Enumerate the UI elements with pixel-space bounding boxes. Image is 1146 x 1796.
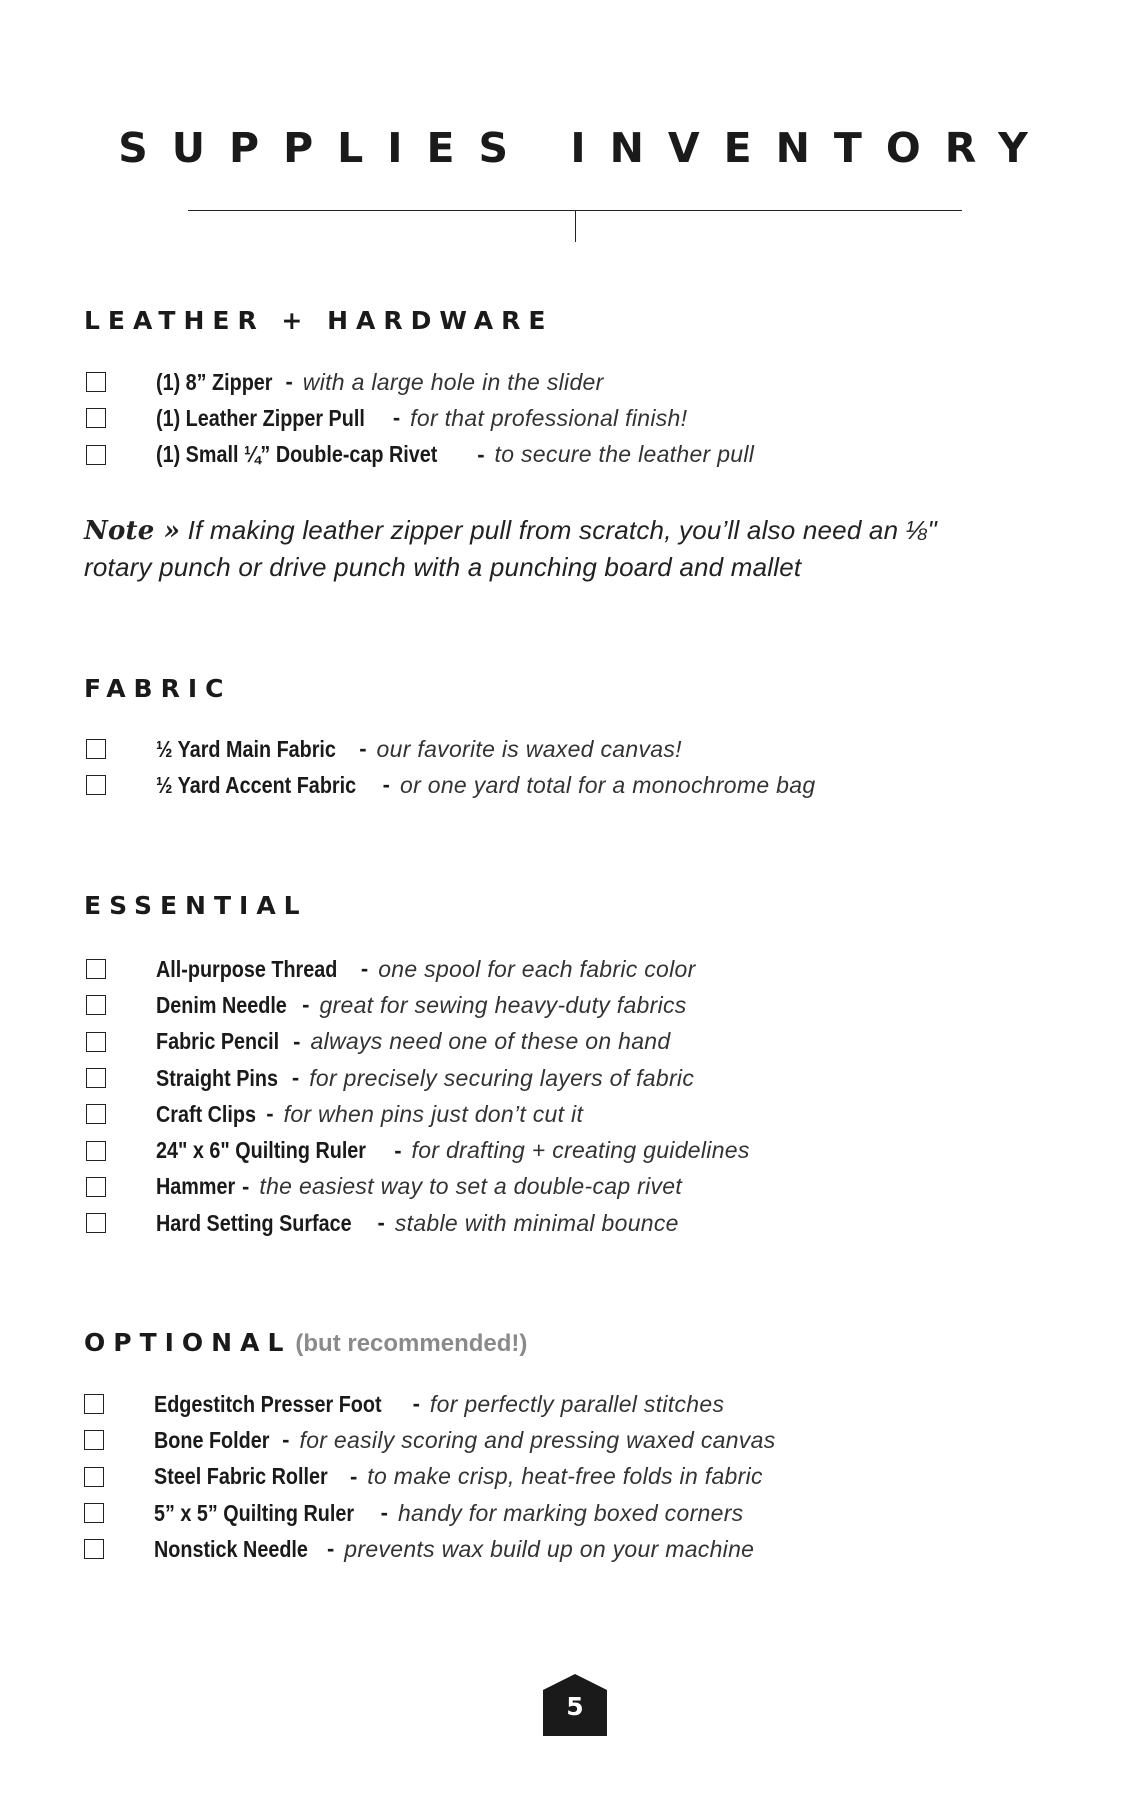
list-item xyxy=(86,1169,750,1205)
list-item xyxy=(84,1459,776,1495)
section-title-optional: OPTIONAL (but recommended!) xyxy=(84,1328,528,1357)
item-description: prevents wax build up on your machine xyxy=(344,1535,755,1562)
note-label: Note » xyxy=(84,516,181,546)
checkbox[interactable] xyxy=(86,1032,106,1052)
checkbox[interactable] xyxy=(86,1177,106,1197)
list-item xyxy=(86,1096,750,1132)
item-separator: - xyxy=(477,441,485,467)
item-name: (1) Leather Zipper Pull xyxy=(156,404,365,431)
item-name: ½ Yard Accent Fabric xyxy=(156,771,357,798)
checkbox[interactable] xyxy=(84,1467,104,1487)
list-item xyxy=(86,987,750,1023)
item-description: for perfectly parallel stitches xyxy=(429,1390,725,1417)
list-item xyxy=(86,731,815,767)
item-name: Craft Clips xyxy=(156,1100,257,1127)
item-separator: - xyxy=(293,1028,301,1054)
item-description: for when pins just don’t cut it xyxy=(283,1100,584,1127)
list-item xyxy=(86,951,750,987)
item-name: Denim Needle xyxy=(156,991,287,1018)
list-item xyxy=(86,364,754,400)
item-description: for that professional finish! xyxy=(410,404,688,431)
checkbox[interactable] xyxy=(86,408,106,428)
item-description: one spool for each fabric color xyxy=(378,955,696,982)
item-name: Hard Setting Surface xyxy=(156,1209,352,1236)
item-separator: - xyxy=(380,1500,388,1526)
item-description: or one yard total for a monochrome bag xyxy=(400,771,816,798)
checkbox[interactable] xyxy=(86,372,106,392)
item-description: stable with minimal bounce xyxy=(394,1209,679,1236)
item-name: Nonstick Needle xyxy=(154,1535,308,1562)
item-separator: - xyxy=(302,992,310,1018)
item-name: (1) Small ¼” Double-cap Rivet xyxy=(156,441,438,468)
item-separator: - xyxy=(412,1391,420,1417)
item-name: (1) 8” Zipper xyxy=(156,368,273,395)
optional-list xyxy=(84,1386,776,1567)
list-item xyxy=(84,1422,776,1458)
checkbox[interactable] xyxy=(86,1213,106,1233)
item-separator: - xyxy=(382,772,390,798)
item-separator: - xyxy=(266,1101,274,1127)
checkbox[interactable] xyxy=(84,1539,104,1559)
item-separator: - xyxy=(359,736,367,762)
item-name: Steel Fabric Roller xyxy=(154,1463,328,1490)
item-description: for drafting + creating guidelines xyxy=(411,1137,750,1164)
checkbox[interactable] xyxy=(86,739,106,759)
list-item xyxy=(84,1386,776,1422)
list-item xyxy=(86,767,815,803)
item-separator: - xyxy=(360,956,369,982)
item-description: with a large hole in the slider xyxy=(302,368,604,395)
checkbox[interactable] xyxy=(86,1141,106,1161)
note xyxy=(84,512,984,585)
title-divider-tick xyxy=(575,210,576,242)
item-description: handy for marking boxed corners xyxy=(397,1499,744,1526)
checkbox[interactable] xyxy=(86,959,106,979)
item-separator: - xyxy=(282,1427,290,1453)
item-name: Straight Pins xyxy=(156,1064,278,1091)
item-name: 5” x 5” Quilting Ruler xyxy=(154,1499,355,1526)
item-name: 24" x 6" Quilting Ruler xyxy=(156,1137,367,1164)
page-title: SUPPLIES INVENTORY xyxy=(118,124,1052,172)
page-number-badge xyxy=(543,1674,607,1736)
list-item xyxy=(84,1495,776,1531)
checkbox[interactable] xyxy=(86,1104,106,1124)
item-separator: - xyxy=(242,1173,250,1199)
essential-list xyxy=(86,951,750,1241)
checkbox[interactable] xyxy=(86,775,106,795)
list-item xyxy=(84,1531,776,1567)
list-item xyxy=(86,1132,750,1168)
item-name: Bone Folder xyxy=(154,1426,270,1453)
section-title-fabric: FABRIC xyxy=(84,674,232,703)
list-item xyxy=(86,1205,750,1241)
leather-hardware-list xyxy=(86,364,754,473)
item-description: for easily scoring and pressing waxed canvas xyxy=(299,1426,776,1453)
item-name: All-purpose Thread xyxy=(156,955,338,982)
checkbox[interactable] xyxy=(86,1068,106,1088)
item-description: the easiest way to set a double-cap rivet xyxy=(259,1173,683,1200)
item-description: for precisely securing layers of fabric xyxy=(309,1064,695,1091)
item-separator: - xyxy=(377,1210,385,1236)
item-separator: - xyxy=(291,1065,300,1091)
item-description: always need one of these on hand xyxy=(310,1028,671,1055)
item-description: to secure the leather pull xyxy=(494,441,755,468)
checkbox[interactable] xyxy=(84,1503,104,1523)
fabric-list xyxy=(86,731,815,804)
checkbox[interactable] xyxy=(84,1430,104,1450)
item-separator: - xyxy=(392,405,401,431)
section-title-essential: ESSENTIAL xyxy=(84,891,308,920)
section-title-leather-hardware: LEATHER + HARDWARE xyxy=(84,306,554,335)
item-description: great for sewing heavy-duty fabrics xyxy=(319,991,687,1018)
item-separator: - xyxy=(349,1463,358,1489)
item-description: to make crisp, heat-free folds in fabric xyxy=(367,1463,763,1490)
checkbox[interactable] xyxy=(84,1394,104,1414)
item-separator: - xyxy=(394,1137,402,1163)
list-item xyxy=(86,1060,750,1096)
checkbox[interactable] xyxy=(86,995,106,1015)
item-separator: - xyxy=(326,1536,335,1562)
page-number: 5 xyxy=(566,1692,584,1721)
list-item xyxy=(86,437,754,473)
list-item xyxy=(86,400,754,436)
item-separator: - xyxy=(285,369,293,395)
item-description: our favorite is waxed canvas! xyxy=(376,735,682,762)
item-name: ½ Yard Main Fabric xyxy=(156,735,336,762)
list-item xyxy=(86,1024,750,1060)
item-name: Edgestitch Presser Foot xyxy=(154,1390,382,1417)
section-aside: (but recommended!) xyxy=(295,1330,528,1357)
item-name: Fabric Pencil xyxy=(156,1028,280,1055)
note-text: If making leather zipper pull from scratch, you’ll also need an ⅛" rotary punch or drive punch with a punching board and mallet xyxy=(84,515,937,582)
checkbox[interactable] xyxy=(86,445,106,465)
item-name: Hammer xyxy=(156,1173,236,1200)
